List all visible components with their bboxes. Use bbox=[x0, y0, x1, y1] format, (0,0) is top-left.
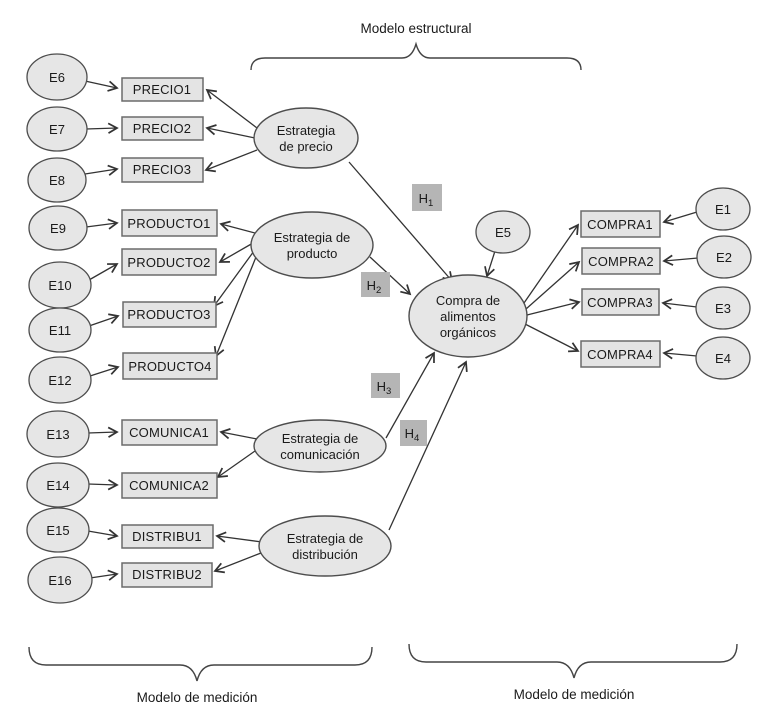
arrow-e5-path bbox=[487, 251, 495, 276]
error-label: E6 bbox=[49, 70, 65, 85]
arrow bbox=[86, 128, 117, 129]
arrow bbox=[207, 128, 255, 138]
arrow bbox=[88, 432, 117, 433]
error-label: E13 bbox=[46, 427, 70, 442]
hypothesis-base: H bbox=[376, 379, 387, 394]
indicator-label: COMPRA1 bbox=[587, 217, 653, 232]
error-e4 bbox=[696, 337, 750, 379]
error-label: E8 bbox=[49, 173, 65, 188]
measurement-model-right-label: Modelo de medición bbox=[513, 687, 635, 702]
arrow bbox=[217, 536, 262, 542]
indicator-label: COMPRA4 bbox=[587, 347, 653, 362]
measurement-model-right-brace bbox=[409, 644, 737, 678]
indicator-compra4 bbox=[581, 341, 660, 367]
structural-model-label: Modelo estructural bbox=[360, 21, 472, 36]
arrow bbox=[207, 90, 257, 128]
indicator-label: COMUNICA2 bbox=[129, 478, 209, 493]
arrow bbox=[88, 531, 117, 536]
arrow bbox=[663, 303, 697, 307]
error-label: E2 bbox=[716, 250, 732, 265]
error-label: E15 bbox=[46, 523, 70, 538]
arrows-right-errors-to-indicators bbox=[663, 212, 698, 356]
arrow bbox=[90, 367, 118, 376]
indicator-comunica2 bbox=[122, 473, 217, 498]
latent-label-line3: orgánicos bbox=[439, 325, 497, 340]
indicator-compra3 bbox=[582, 289, 659, 315]
error-label: E12 bbox=[48, 373, 72, 388]
indicator-label: DISTRIBU1 bbox=[132, 529, 202, 544]
error-e6 bbox=[27, 54, 87, 100]
error-e8 bbox=[28, 158, 86, 202]
indicator-precio3 bbox=[122, 158, 203, 182]
latent-estrategia-de-distribucion bbox=[259, 516, 391, 576]
indicator-distribu2 bbox=[122, 563, 212, 587]
hypothesis-base: H bbox=[404, 426, 415, 441]
hypothesis-subscript: 2 bbox=[376, 285, 382, 296]
arrow bbox=[221, 224, 255, 233]
structural-model-section bbox=[251, 21, 581, 70]
error-e11 bbox=[29, 308, 91, 352]
error-e3 bbox=[696, 287, 750, 329]
arrow bbox=[664, 353, 697, 356]
error-e7 bbox=[27, 107, 87, 151]
latent-label-line1: Estrategia de bbox=[273, 230, 351, 245]
indicator-producto4 bbox=[123, 353, 217, 379]
error-label: E11 bbox=[48, 323, 72, 338]
indicators-left bbox=[122, 78, 217, 587]
error-e16 bbox=[28, 557, 92, 603]
error-e9 bbox=[29, 206, 87, 250]
indicator-producto2 bbox=[122, 249, 216, 275]
error-e5 bbox=[476, 211, 530, 253]
error-e14 bbox=[27, 463, 89, 507]
arrow bbox=[527, 302, 579, 315]
hypothesis-subscript: 1 bbox=[428, 198, 434, 209]
indicator-label: PRECIO3 bbox=[132, 162, 192, 177]
indicator-label: COMUNICA1 bbox=[129, 425, 209, 440]
error-e2 bbox=[697, 236, 751, 278]
latent-label-line2: de precio bbox=[279, 139, 333, 154]
arrow bbox=[221, 432, 257, 439]
latent-label-line2: alimentos bbox=[440, 309, 496, 324]
arrow bbox=[216, 257, 256, 356]
latent-label-line2: distribución bbox=[292, 547, 358, 562]
hypothesis-subscript: 4 bbox=[414, 433, 420, 444]
hypothesis-base: H bbox=[418, 191, 429, 206]
latent-label-line2: comunicación bbox=[280, 447, 360, 462]
arrow-h1-path bbox=[349, 162, 452, 281]
error-label: E5 bbox=[495, 225, 511, 240]
structural-model-brace bbox=[251, 44, 581, 70]
indicator-label: PRECIO1 bbox=[132, 82, 192, 97]
arrow bbox=[85, 81, 117, 88]
indicator-precio2 bbox=[122, 117, 203, 140]
indicator-compra2 bbox=[582, 248, 660, 274]
arrow bbox=[526, 262, 579, 309]
arrows-latents-to-indicators bbox=[206, 90, 262, 571]
arrow bbox=[218, 451, 255, 477]
measurement-model-right-section bbox=[409, 644, 737, 702]
arrow bbox=[85, 169, 117, 174]
measurement-model-left-brace bbox=[29, 647, 372, 681]
arrow bbox=[215, 553, 261, 571]
indicator-label: PRODUCTO4 bbox=[128, 359, 212, 374]
error-e12 bbox=[29, 357, 91, 403]
indicator-label: COMPRA3 bbox=[587, 295, 653, 310]
error-label: E7 bbox=[49, 122, 65, 137]
indicator-label: PRECIO2 bbox=[132, 121, 192, 136]
hypothesis-h4 bbox=[400, 420, 427, 446]
error-e1 bbox=[696, 188, 750, 230]
arrows-purchase-to-indicators bbox=[524, 225, 579, 351]
error-terms-right bbox=[696, 188, 751, 379]
arrow bbox=[88, 484, 117, 485]
error-e10 bbox=[29, 262, 91, 308]
indicator-label: COMPRA2 bbox=[588, 254, 654, 269]
hypothesis-h2 bbox=[361, 272, 390, 297]
latent-estrategia-de-precio bbox=[254, 108, 358, 168]
latent-label-line2: producto bbox=[286, 246, 338, 261]
arrow bbox=[86, 223, 117, 227]
arrow bbox=[206, 150, 257, 170]
arrow bbox=[89, 264, 117, 280]
latent-label-line1: Compra de bbox=[435, 293, 501, 308]
indicator-producto1 bbox=[122, 210, 217, 236]
arrow bbox=[664, 212, 697, 222]
error-label: E10 bbox=[48, 278, 72, 293]
error-label: E1 bbox=[715, 202, 731, 217]
arrow bbox=[90, 574, 117, 578]
arrow bbox=[664, 258, 698, 261]
latent-label-line1: Estrategia de bbox=[286, 531, 364, 546]
error-label: E4 bbox=[715, 351, 731, 366]
hypothesis-h3 bbox=[371, 373, 400, 398]
hypothesis-h1 bbox=[412, 184, 442, 211]
error-label: E9 bbox=[50, 221, 66, 236]
measurement-model-left-section bbox=[29, 647, 372, 705]
indicator-label: PRODUCTO2 bbox=[127, 255, 211, 270]
error-label: E3 bbox=[715, 301, 731, 316]
latent-label-line1: Estrategia bbox=[276, 123, 336, 138]
arrow bbox=[525, 324, 578, 351]
latent-label-line1: Estrategia de bbox=[281, 431, 359, 446]
indicator-precio1 bbox=[122, 78, 203, 101]
measurement-model-left-label: Modelo de medición bbox=[136, 690, 258, 705]
indicators-right bbox=[581, 211, 660, 367]
indicator-label: PRODUCTO1 bbox=[127, 216, 211, 231]
indicator-producto3 bbox=[123, 302, 216, 327]
latent-compra-de-alimentos-organicos bbox=[409, 275, 527, 357]
hypothesis-subscript: 3 bbox=[386, 386, 392, 397]
error-e13 bbox=[27, 411, 89, 457]
indicator-comunica1 bbox=[122, 420, 217, 445]
indicator-compra1 bbox=[581, 211, 660, 237]
latent-estrategia-de-producto bbox=[251, 212, 373, 278]
hypothesis-base: H bbox=[366, 278, 377, 293]
error-label: E14 bbox=[46, 478, 70, 493]
arrow bbox=[89, 316, 118, 326]
error-terms-left bbox=[27, 54, 92, 603]
indicator-distribu1 bbox=[122, 525, 213, 548]
indicator-label: PRODUCTO3 bbox=[127, 307, 211, 322]
error-label: E16 bbox=[48, 573, 72, 588]
error-e15 bbox=[27, 508, 89, 552]
arrow bbox=[524, 225, 578, 303]
indicator-label: DISTRIBU2 bbox=[132, 567, 202, 582]
latent-estrategia-de-comunicacion bbox=[254, 420, 386, 472]
